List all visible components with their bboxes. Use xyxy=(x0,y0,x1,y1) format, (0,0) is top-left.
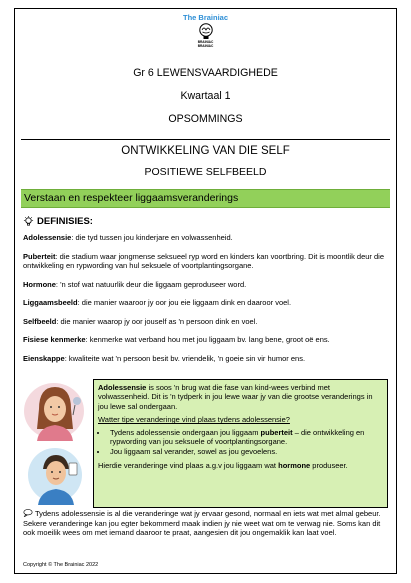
definition-item xyxy=(23,233,386,243)
definition-item xyxy=(23,335,386,345)
panel-bullet-item: • Jou liggaam sal verander, sowel as jou gevoelens. xyxy=(108,447,383,456)
panel-question: Watter tipe veranderinge vind plaas tydens adolessensie? xyxy=(98,415,290,425)
brand-logo xyxy=(15,13,396,48)
closing-bold: hormone xyxy=(278,460,311,470)
panel-intro-term: Adolessensie xyxy=(98,383,147,392)
lightbulb-icon xyxy=(23,216,34,227)
definitions-heading xyxy=(23,216,93,227)
definition-term: Liggaamsbeeld xyxy=(23,298,78,307)
adolescence-info-panel xyxy=(93,379,388,508)
term: Kwartaal 1 xyxy=(180,90,231,102)
header-divider xyxy=(21,139,390,140)
subtopic-title: POSITIEWE SELFBEELD xyxy=(144,166,267,178)
girl-illustration xyxy=(21,379,91,441)
definition-term: Fisiese kenmerke xyxy=(23,335,86,344)
definition-term: Puberteit xyxy=(23,251,56,261)
bullet-text: Tydens adolessensie ondergaan jou liggaam xyxy=(110,427,261,437)
topic-title: ONTWIKKELING VAN DIE SELF xyxy=(121,145,290,157)
definition-item xyxy=(23,298,386,308)
panel-bullet-item xyxy=(108,428,383,447)
bottom-paragraph xyxy=(23,509,388,538)
definition-term: Hormone xyxy=(23,279,56,289)
definition-item xyxy=(23,280,386,290)
grade-subject: Gr 6 LEWENSVAARDIGHEDE xyxy=(133,67,278,79)
panel-intro xyxy=(98,383,383,411)
boy-illustration xyxy=(25,445,87,505)
closing-text: Hierdie veranderinge vind plaas a.g.v jou liggaam wat xyxy=(98,460,279,470)
logo-name: The Brainiac xyxy=(182,13,228,22)
bottom-text: Tydens adolessensie is al die veranderinge wat jy ervaar gesond, normaal en iets wat met almal gebeur. Sekere veranderinge kan jou egter bekommerd maak indien jy nie weet wat om te verwag nie. Soms kan dit ook moeilik wees om met iemand daaroor te praat, aangesien dit jou ongemaklik kan laat voel. xyxy=(23,509,381,537)
brain-bulb-icon xyxy=(196,23,216,41)
worksheet-page xyxy=(14,8,397,574)
definition-text: : kwaliteite wat 'n persoon besit bv. vriendelik, 'n goeie sin vir humor ens. xyxy=(64,353,306,363)
logo-subtitle-1: BRAINIAC xyxy=(197,40,214,44)
copyright: Copyright © The Brainiac 2022 xyxy=(23,562,99,568)
bullet-text: – die ontwikkeling en rypwording van jou seksuele of voortplantingsorgane. xyxy=(110,427,365,447)
closing-text: produseer. xyxy=(310,460,348,470)
definition-text: : die manier waarop jy oor jouself as 'n persoon dink en voel. xyxy=(56,316,258,326)
panel-bullets xyxy=(108,428,383,457)
definition-text: : kenmerke wat verband hou met jou liggaam bv. lang bene, groot oë ens. xyxy=(85,335,330,344)
bullet-bold: puberteit xyxy=(260,427,293,437)
definition-term: Eienskappe xyxy=(23,353,65,363)
definition-text: : 'n stof wat natuurlik deur die liggaam geproduseer word. xyxy=(55,279,247,289)
definition-text: : die tyd tussen jou kinderjare en volwassenheid. xyxy=(71,233,233,242)
section-banner: Verstaan en respekteer liggaamsveranderings xyxy=(21,189,390,208)
definition-term: Adolessensie xyxy=(23,233,72,242)
panel-intro-text: is soos 'n brug wat die fase van kind-wees verbind met volwassenheid. Dit is 'n tydperk in jou lewe waar jy van die grootse veranderings in jou lewe sal ondergaan. xyxy=(98,383,373,411)
definitions-list xyxy=(23,233,386,372)
summary-type: OPSOMMINGS xyxy=(168,113,243,125)
definition-text: : die stadium waar jongmense seksueel ryp word en kinders kan voortbring. Dit is moontlik deur die ontwikkeling en rypwording van hul seksuele of voortplantingsorgane. xyxy=(23,251,385,270)
definition-item xyxy=(23,317,386,327)
logo-subtitle-2: BRAINIAC xyxy=(197,43,214,48)
definition-item xyxy=(23,252,386,271)
definition-term: Selfbeeld xyxy=(23,316,57,326)
definition-item xyxy=(23,354,386,364)
panel-closing xyxy=(98,461,383,470)
definitions-title: DEFINISIES: xyxy=(37,216,93,227)
speech-bubble-icon xyxy=(23,509,33,517)
definition-text: : die manier waaroor jy oor jou eie liggaam dink en daaroor voel. xyxy=(77,298,292,307)
